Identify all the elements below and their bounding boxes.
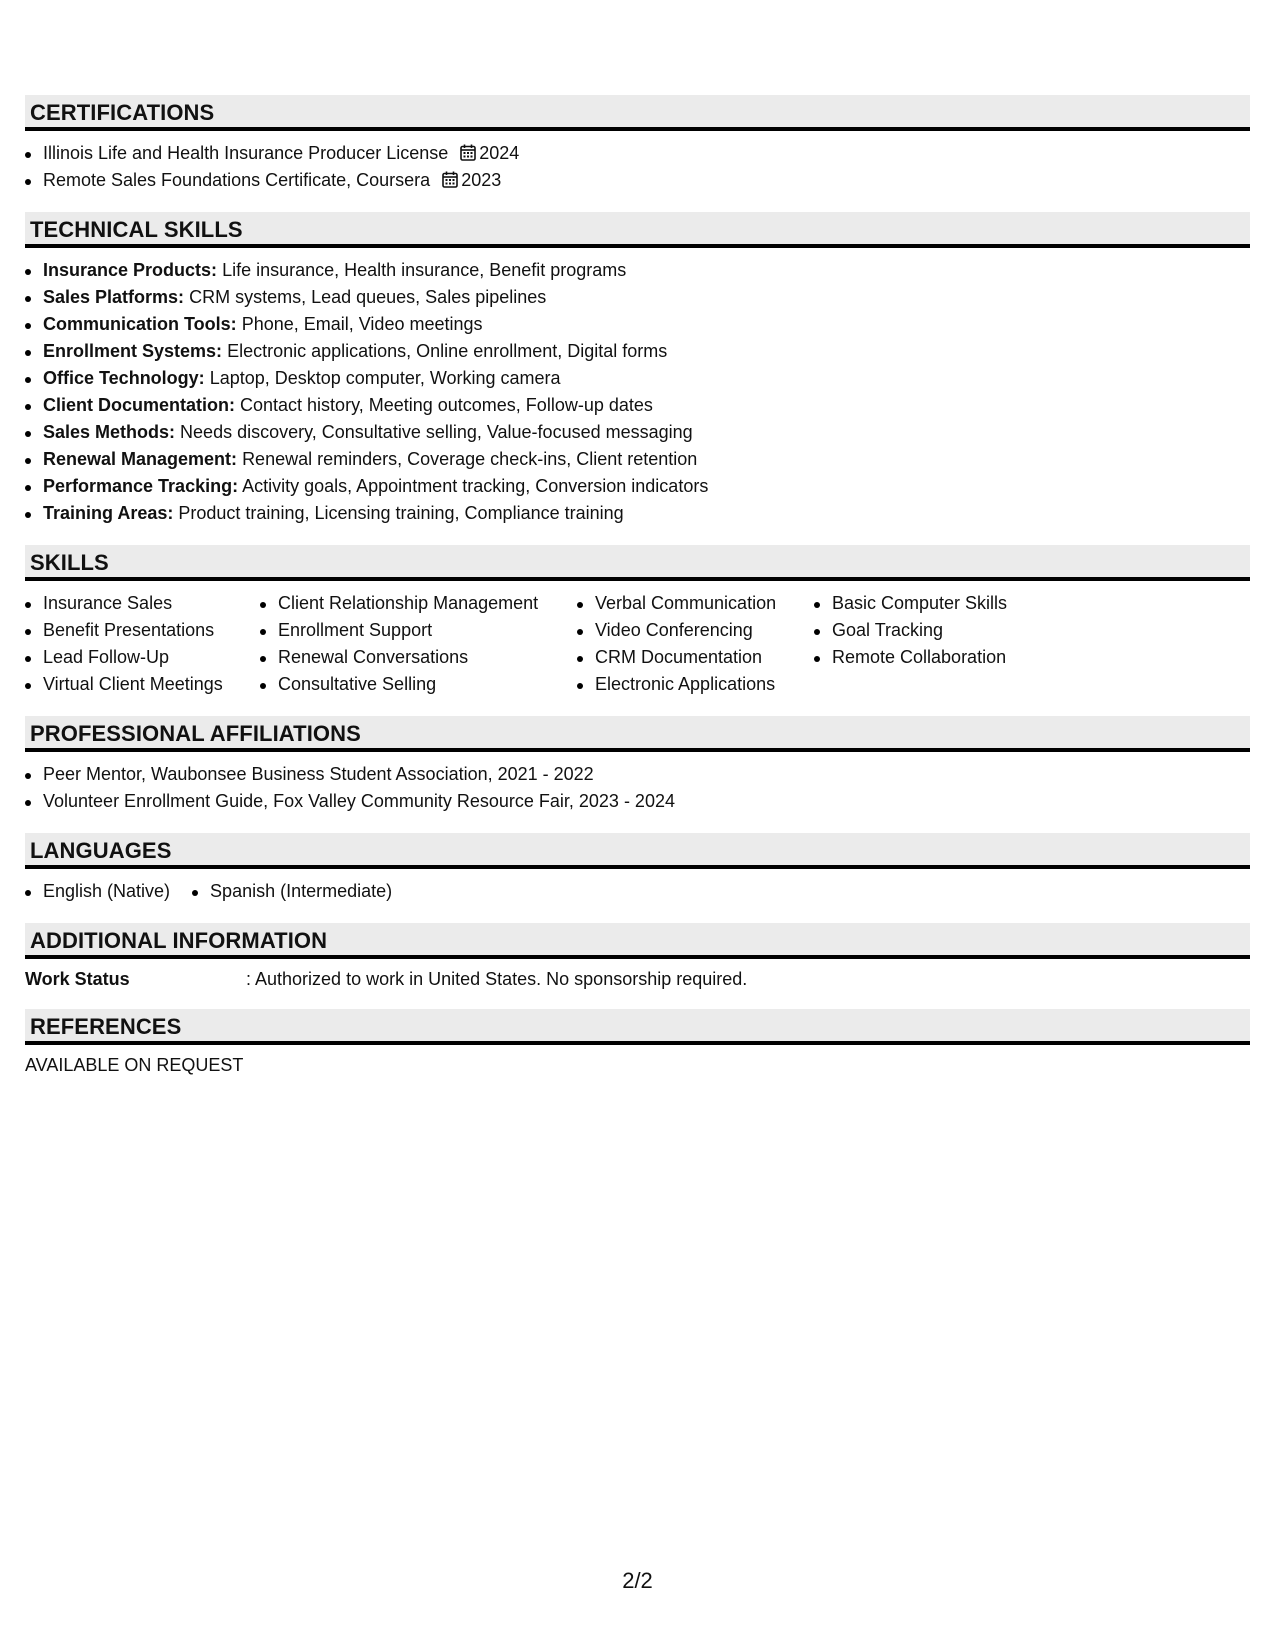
- skills-heading: SKILLS: [25, 545, 1250, 581]
- list-item: [25, 338, 1250, 365]
- resume-page: [25, 95, 1250, 1095]
- languages-heading: LANGUAGES: [25, 833, 1250, 869]
- certifications-section: [25, 95, 1250, 194]
- calendar-icon: [442, 171, 458, 188]
- work-status-value: : Authorized to work in United States. No sponsorship required.: [246, 969, 748, 989]
- skill-value: Phone, Email, Video meetings: [241, 314, 483, 334]
- list-item: [25, 419, 1250, 446]
- skill-label: Sales Methods:: [43, 422, 176, 442]
- skill-label: Office Technology:: [43, 368, 205, 388]
- certification-name: Remote Sales Foundations Certificate, Coursera: [43, 170, 431, 190]
- list-item: [25, 365, 1250, 392]
- skill-value: Renewal reminders, Coverage check-ins, Client retention: [242, 449, 698, 469]
- affiliations-heading: PROFESSIONAL AFFILIATIONS: [25, 716, 1250, 752]
- list-item: Renewal Conversations: [260, 644, 577, 671]
- skills-column: [577, 590, 814, 698]
- skill-label: Communication Tools:: [43, 314, 237, 334]
- list-item: Enrollment Support: [260, 617, 577, 644]
- list-item: Volunteer Enrollment Guide, Fox Valley Community Resource Fair, 2023 - 2024: [25, 788, 1250, 815]
- technical-skills-section: [25, 212, 1250, 527]
- list-item: Goal Tracking: [814, 617, 1074, 644]
- affiliations-section: [25, 716, 1250, 815]
- skill-value: Product training, Licensing training, Compliance training: [178, 503, 624, 523]
- list-item: [25, 284, 1250, 311]
- skill-label: Client Documentation:: [43, 395, 235, 415]
- certification-year: 2024: [479, 143, 520, 163]
- skill-value: CRM systems, Lead queues, Sales pipelines: [189, 287, 547, 307]
- skill-label: Enrollment Systems:: [43, 341, 223, 361]
- certification-year: 2023: [461, 170, 502, 190]
- languages-row: [25, 878, 1250, 905]
- list-item: [25, 140, 1250, 167]
- list-item: CRM Documentation: [577, 644, 814, 671]
- technical-skills-list: [25, 257, 1250, 527]
- work-status-row: [25, 967, 1250, 991]
- calendar-icon: [460, 144, 476, 161]
- skill-label: Sales Platforms:: [43, 287, 185, 307]
- additional-info-section: [25, 923, 1250, 991]
- list-item: English (Native): [25, 878, 170, 905]
- list-item: Video Conferencing: [577, 617, 814, 644]
- list-item: Electronic Applications: [577, 671, 814, 698]
- page-number: 2/2: [622, 1568, 653, 1593]
- references-text: AVAILABLE ON REQUEST: [25, 1055, 244, 1075]
- skill-value: Activity goals, Appointment tracking, Conversion indicators: [242, 476, 709, 496]
- skills-section: [25, 545, 1250, 698]
- skills-column: [814, 590, 1074, 698]
- list-item: [25, 500, 1250, 527]
- list-item: Basic Computer Skills: [814, 590, 1074, 617]
- list-item: Verbal Communication: [577, 590, 814, 617]
- languages-list: [25, 878, 414, 905]
- list-item: Benefit Presentations: [25, 617, 260, 644]
- affiliations-list: [25, 761, 1250, 815]
- list-item: Client Relationship Management: [260, 590, 577, 617]
- certification-name: Illinois Life and Health Insurance Producer License: [43, 143, 449, 163]
- list-item: [25, 473, 1250, 500]
- skill-value: Contact history, Meeting outcomes, Follow-up dates: [240, 395, 653, 415]
- skill-label: Insurance Products:: [43, 260, 218, 280]
- skill-value: Electronic applications, Online enrollment, Digital forms: [227, 341, 668, 361]
- skills-grid: [25, 590, 1250, 698]
- list-item: Remote Collaboration: [814, 644, 1074, 671]
- list-item: [25, 167, 1250, 194]
- skills-column: [25, 590, 260, 698]
- skill-label: Renewal Management:: [43, 449, 238, 469]
- languages-section: [25, 833, 1250, 905]
- skill-value: Life insurance, Health insurance, Benefit programs: [222, 260, 627, 280]
- certifications-heading: CERTIFICATIONS: [25, 95, 1250, 131]
- skills-column: [260, 590, 577, 698]
- list-item: Virtual Client Meetings: [25, 671, 260, 698]
- references-section: [25, 1009, 1250, 1077]
- list-item: Insurance Sales: [25, 590, 260, 617]
- work-status-label: Work Status: [25, 969, 130, 989]
- additional-info-heading: ADDITIONAL INFORMATION: [25, 923, 1250, 959]
- skill-label: Training Areas:: [43, 503, 174, 523]
- list-item: [25, 446, 1250, 473]
- list-item: [25, 392, 1250, 419]
- list-item: Lead Follow-Up: [25, 644, 260, 671]
- list-item: Spanish (Intermediate): [192, 878, 392, 905]
- list-item: [25, 311, 1250, 338]
- list-item: Peer Mentor, Waubonsee Business Student Association, 2021 - 2022: [25, 761, 1250, 788]
- list-item: Consultative Selling: [260, 671, 577, 698]
- skill-value: Laptop, Desktop computer, Working camera: [209, 368, 561, 388]
- certifications-list: [25, 140, 1250, 194]
- skill-value: Needs discovery, Consultative selling, Value-focused messaging: [180, 422, 693, 442]
- references-heading: REFERENCES: [25, 1009, 1250, 1045]
- list-item: [25, 257, 1250, 284]
- skill-label: Performance Tracking:: [43, 476, 239, 496]
- technical-skills-heading: TECHNICAL SKILLS: [25, 212, 1250, 248]
